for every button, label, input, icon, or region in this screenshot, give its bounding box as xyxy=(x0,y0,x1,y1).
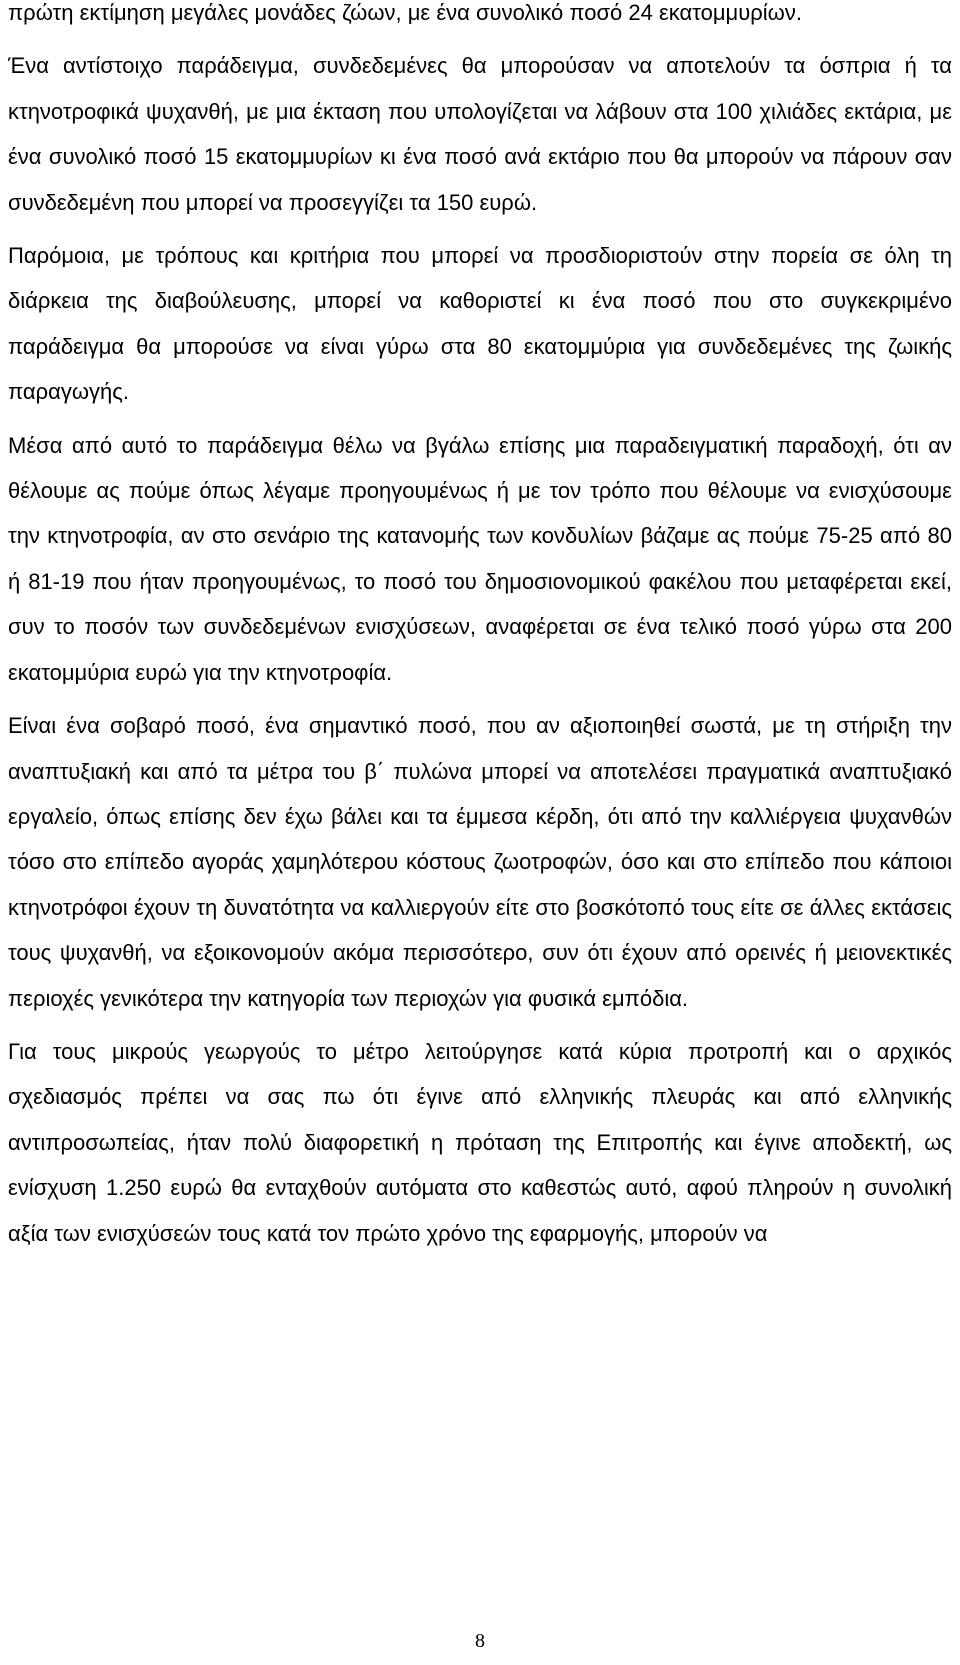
document-page xyxy=(8,0,952,1665)
page-number: 8 xyxy=(475,1630,485,1652)
body-text xyxy=(8,0,952,1256)
paragraph-4: Μέσα από αυτό το παράδειγμα θέλω να βγάλω επίσης μια παραδειγματική παραδοχή, ότι αν θέλουμε ας πούμε όπως λέγαμε προηγουμένως ή με τον τρόπο που θέλουμε να ενισχύσουμε την κτηνοτροφία, αν στο σενάριο της κατανομής των κονδυλίων βάζαμε ας πούμε 75-25 από 80 ή 81-19 που ήταν προηγουμένως, το ποσό του δημοσιονομικού φακέλου που μεταφέρεται εκεί, συν το ποσόν των συνδεδεμένων ενισχύσεων, αναφέρεται σε ένα τελικό ποσό γύρω στα 200 εκατομμύρια ευρώ για την κτηνοτροφία. xyxy=(8,432,952,685)
paragraph-1: πρώτη εκτίμηση μεγάλες μονάδες ζώων, με ένα συνολικό ποσό 24 εκατομμυρίων. xyxy=(8,0,802,25)
paragraph-5: Είναι ένα σοβαρό ποσό, ένα σημαντικό ποσό, που αν αξιοποιηθεί σωστά, με τη στήριξη την αναπτυξιακή και από τα μέτρα του β΄ πυλώνα μπορεί να αποτελέσει πραγματικά αναπτυξιακό εργαλείο, όπως επίσης δεν έχω βάλει και τα έμμεσα κέρδη, ότι από την καλλιέργεια ψυχανθών τόσο στο επίπεδο αγοράς χαμηλότερου κόστους ζωοτροφών, όσο και στο επίπεδο που κάποιοι κτηνοτρόφοι έχουν τη δυνατότητα να καλλιεργούν είτε στο βοσκότοπό τους είτε σε άλλες εκτάσεις τους ψυχανθή, να εξοικονομούν ακόμα περισσότερο, συν ότι έχουν από ορεινές ή μειονεκτικές περιοχές γενικότερα την κατηγορία των περιοχών για φυσικά εμπόδια. xyxy=(8,713,952,1011)
paragraph-6: Για τους μικρούς γεωργούς το μέτρο λειτούργησε κατά κύρια προτροπή και ο αρχικός σχεδιασμός πρέπει να σας πω ότι έγινε από ελληνικής πλευράς και από ελληνικής αντιπροσωπείας, ήταν πολύ διαφορετική η πρόταση της Επιτροπής και έγινε αποδεκτή, ως ενίσχυση 1.250 ευρώ θα ενταχθούν αυτόματα στο καθεστώς αυτό, αφού πληρούν η συνολική αξία των ενισχύσεών τους κατά τον πρώτο χρόνο της εφαρμογής, μπορούν να xyxy=(8,1038,952,1246)
paragraph-3: Παρόμοια, με τρόπους και κριτήρια που μπορεί να προσδιοριστούν στην πορεία σε όλη τη διάρκεια της διαβούλευσης, μπορεί να καθοριστεί κι ένα ποσό που στο συγκεκριμένο παράδειγμα θα μπορούσε να είναι γύρω στα 80 εκατομμύρια για συνδεδεμένες της ζωικής παραγωγής. xyxy=(8,243,952,405)
paragraph-2: Ένα αντίστοιχο παράδειγμα, συνδεδεμένες θα μπορούσαν να αποτελούν τα όσπρια ή τα κτηνοτροφικά ψυχανθή, με μια έκταση που υπολογίζεται να λάβουν στα 100 χιλιάδες εκτάρια, με ένα συνολικό ποσό 15 εκατομμυρίων κι ένα ποσό ανά εκτάριο που θα μπορούν να πάρουν σαν συνδεδεμένη που μπορεί να προσεγγίζει τα 150 ευρώ. xyxy=(8,53,952,215)
